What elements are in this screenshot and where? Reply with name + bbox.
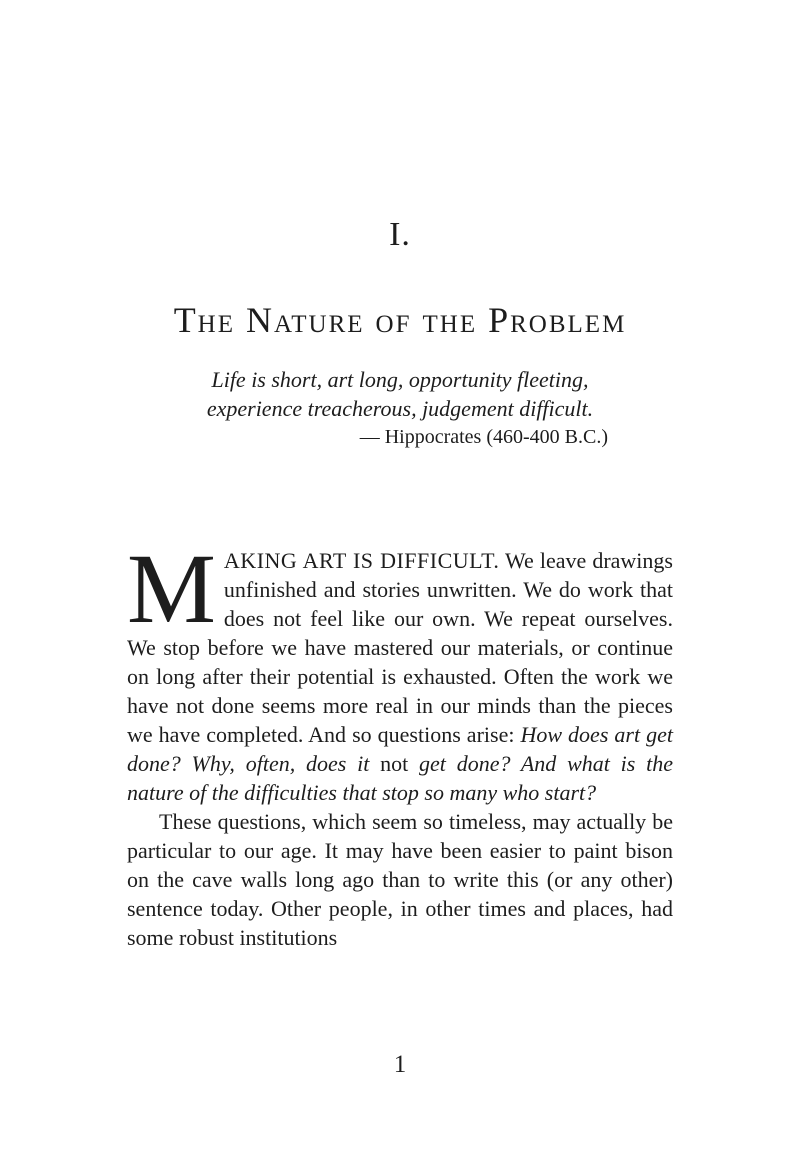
epigraph-line-1: Life is short, art long, opportunity fleeting,: [211, 367, 589, 392]
chapter-title: The Nature of the Problem: [173, 300, 627, 340]
drop-cap: M: [127, 533, 216, 644]
epigraph: [150, 365, 650, 452]
second-paragraph-text: These questions, which seem so timeless, may actually be particular to our age. It may have been easier to paint bison on the cave walls long ago than to write this (or any other) sentence today. Other people, in other times and places, had some robust institutions: [127, 809, 673, 950]
body-text: [127, 533, 673, 952]
page-number: 1: [393, 1051, 407, 1078]
chapter-number: I.: [389, 216, 411, 253]
opening-paragraph-text: AKING ART IS DIFFICULT. We leave drawings unfinished and stories unwritten. We do work that does not feel like our own. We repeat ourselves. We stop before we have mastered our materials, or continue on long after their potential is exhausted. Often the work we have not done seems more real in our minds than the pieces we have completed. And so questions arise: How does art get done? Why, often, does it not get done? And what is the nature of the difficulties that stop so many who start?: [127, 548, 673, 805]
second-paragraph: [127, 807, 673, 952]
opening-paragraph: [127, 533, 673, 807]
epigraph-attribution: — Hippocrates (460-400 B.C.): [359, 426, 608, 448]
epigraph-line-2: experience treacherous, judgement difficult.: [206, 396, 594, 421]
